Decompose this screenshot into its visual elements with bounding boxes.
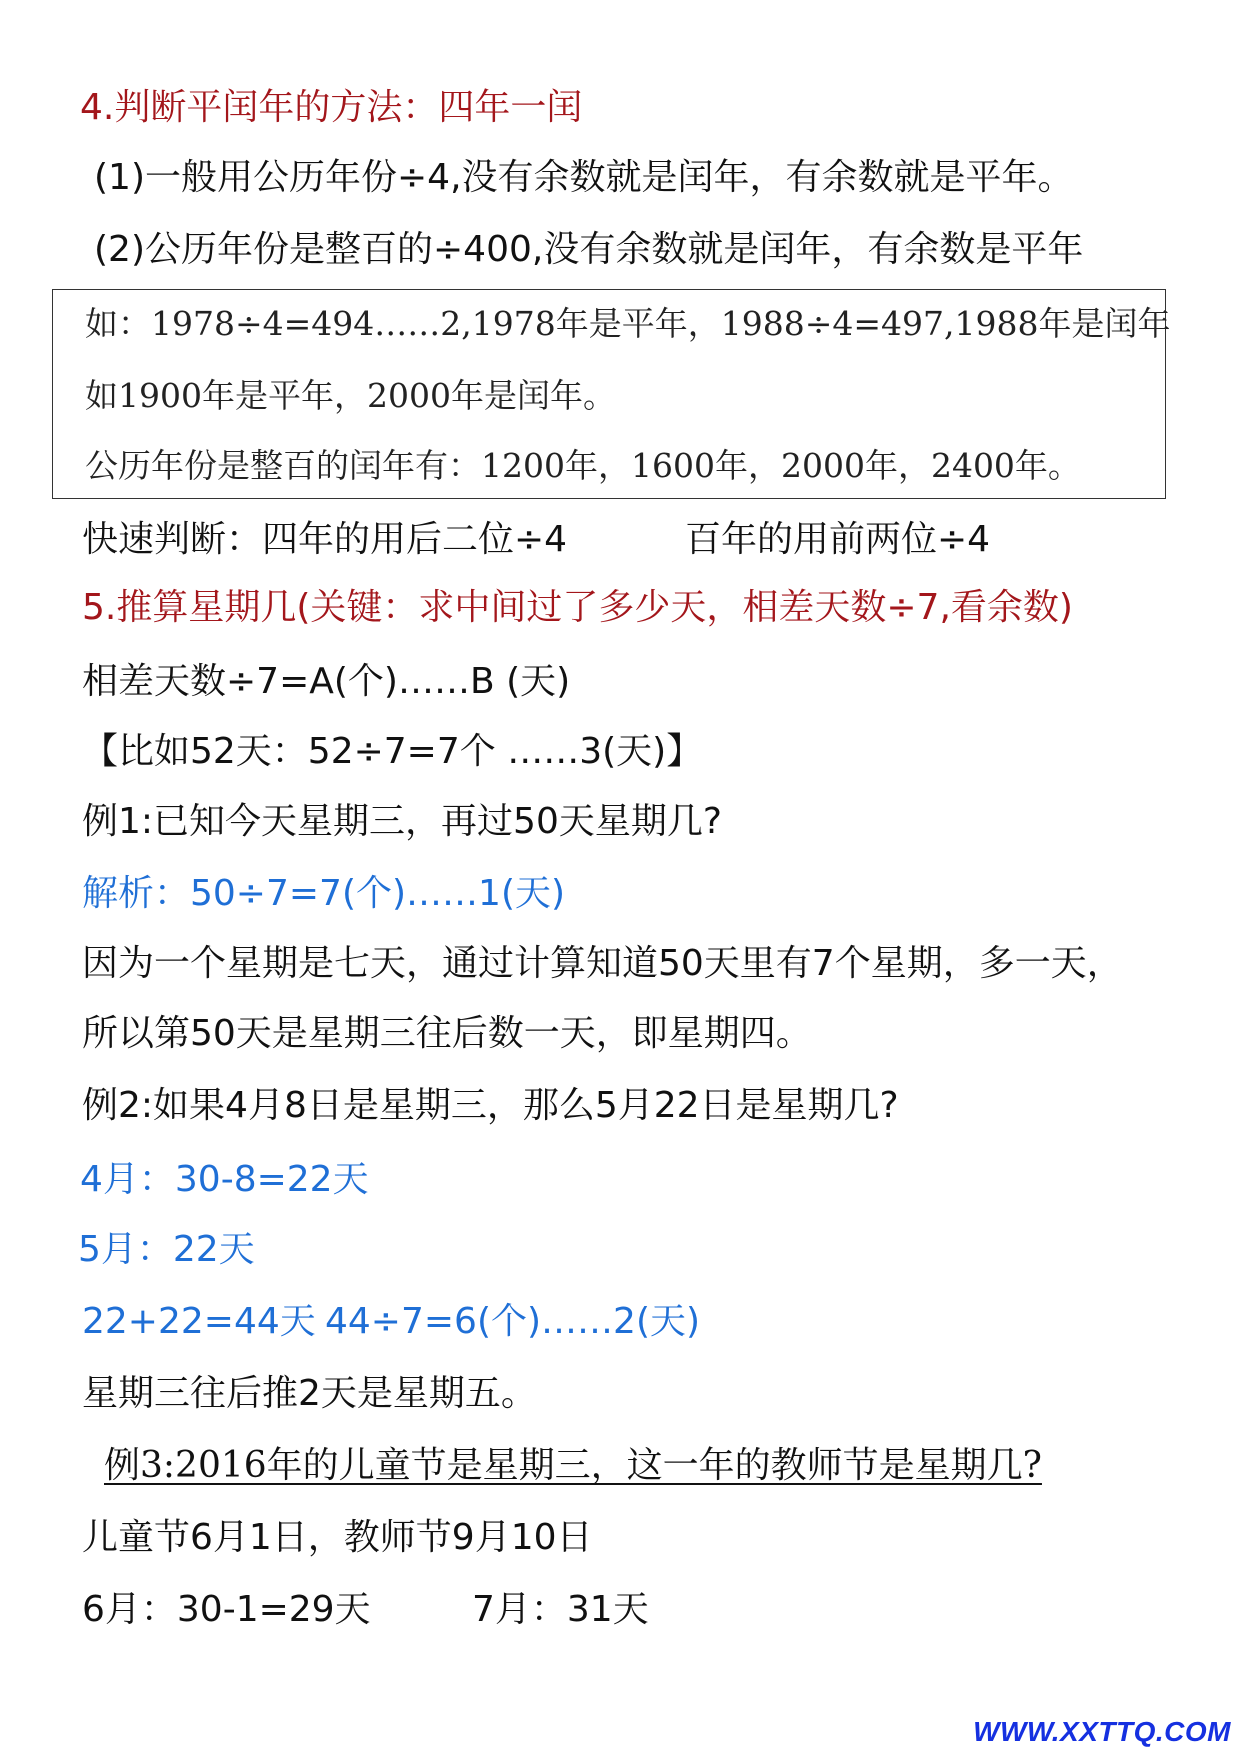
example1-analysis: 解析：50÷7=7(个)……1(天) (82, 873, 566, 914)
example3-july: 7月：31天 (472, 1589, 649, 1630)
example-box-line-2: 如1900年是平年，2000年是闰年。 (85, 376, 616, 415)
example1-explain-1: 因为一个星期是七天，通过计算知道50天里有7个星期，多一天， (82, 943, 1123, 984)
section5-title: 5.推算星期几(关键：求中间过了多少天，相差天数÷7,看余数) (82, 587, 1073, 628)
example2-may: 5月：22天 (78, 1229, 255, 1270)
example2-question: 例2:如果4月8日是星期三，那么5月22日是星期几? (82, 1085, 899, 1126)
example2-division: 44÷7=6(个)……2(天) (325, 1301, 701, 1342)
example1-explain-2: 所以第50天是星期三往后数一天，即星期四。 (82, 1013, 812, 1054)
example-hint: 【比如52天：52÷7=7个 ……3(天)】 (82, 731, 703, 772)
example2-answer: 星期三往后推2天是星期五。 (82, 1373, 537, 1414)
example-box (52, 289, 1171, 499)
example2-sum: 22+22=44天 (82, 1301, 316, 1342)
quick-judge-part-2: 百年的用前两位÷4 (685, 519, 991, 560)
formula: 相差天数÷7=A(个)……B (天) (82, 661, 571, 702)
example-box-line-1: 如：1978÷4=494……2,1978年是平年，1988÷4=497,1988年是闰年 (85, 304, 1171, 343)
rule-2: (2)公历年份是整百的÷400,没有余数就是闰年，有余数是平年 (94, 229, 1084, 270)
example-box-line-3: 公历年份是整百的闰年有：1200年，1600年，2000年，2400年。 (85, 446, 1081, 485)
quick-judge-part-1: 快速判断：四年的用后二位÷4 (82, 519, 568, 560)
section4-title: 4.判断平闰年的方法：四年一闰 (80, 87, 583, 128)
rule-1: (1)一般用公历年份÷4,没有余数就是闰年，有余数就是平年。 (94, 157, 1074, 198)
watermark: WWW.XXTTQ.COM (973, 1716, 1231, 1747)
example3-question: 例3:2016年的儿童节是星期三，这一年的教师节是星期几? (104, 1445, 1042, 1486)
example2-april: 4月：30-8=22天 (80, 1159, 369, 1200)
example3-dates: 儿童节6月1日，教师节9月10日 (82, 1517, 593, 1558)
example3-june: 6月：30-1=29天 (82, 1589, 371, 1630)
example1-question: 例1:已知今天星期三，再过50天星期几? (82, 801, 722, 842)
